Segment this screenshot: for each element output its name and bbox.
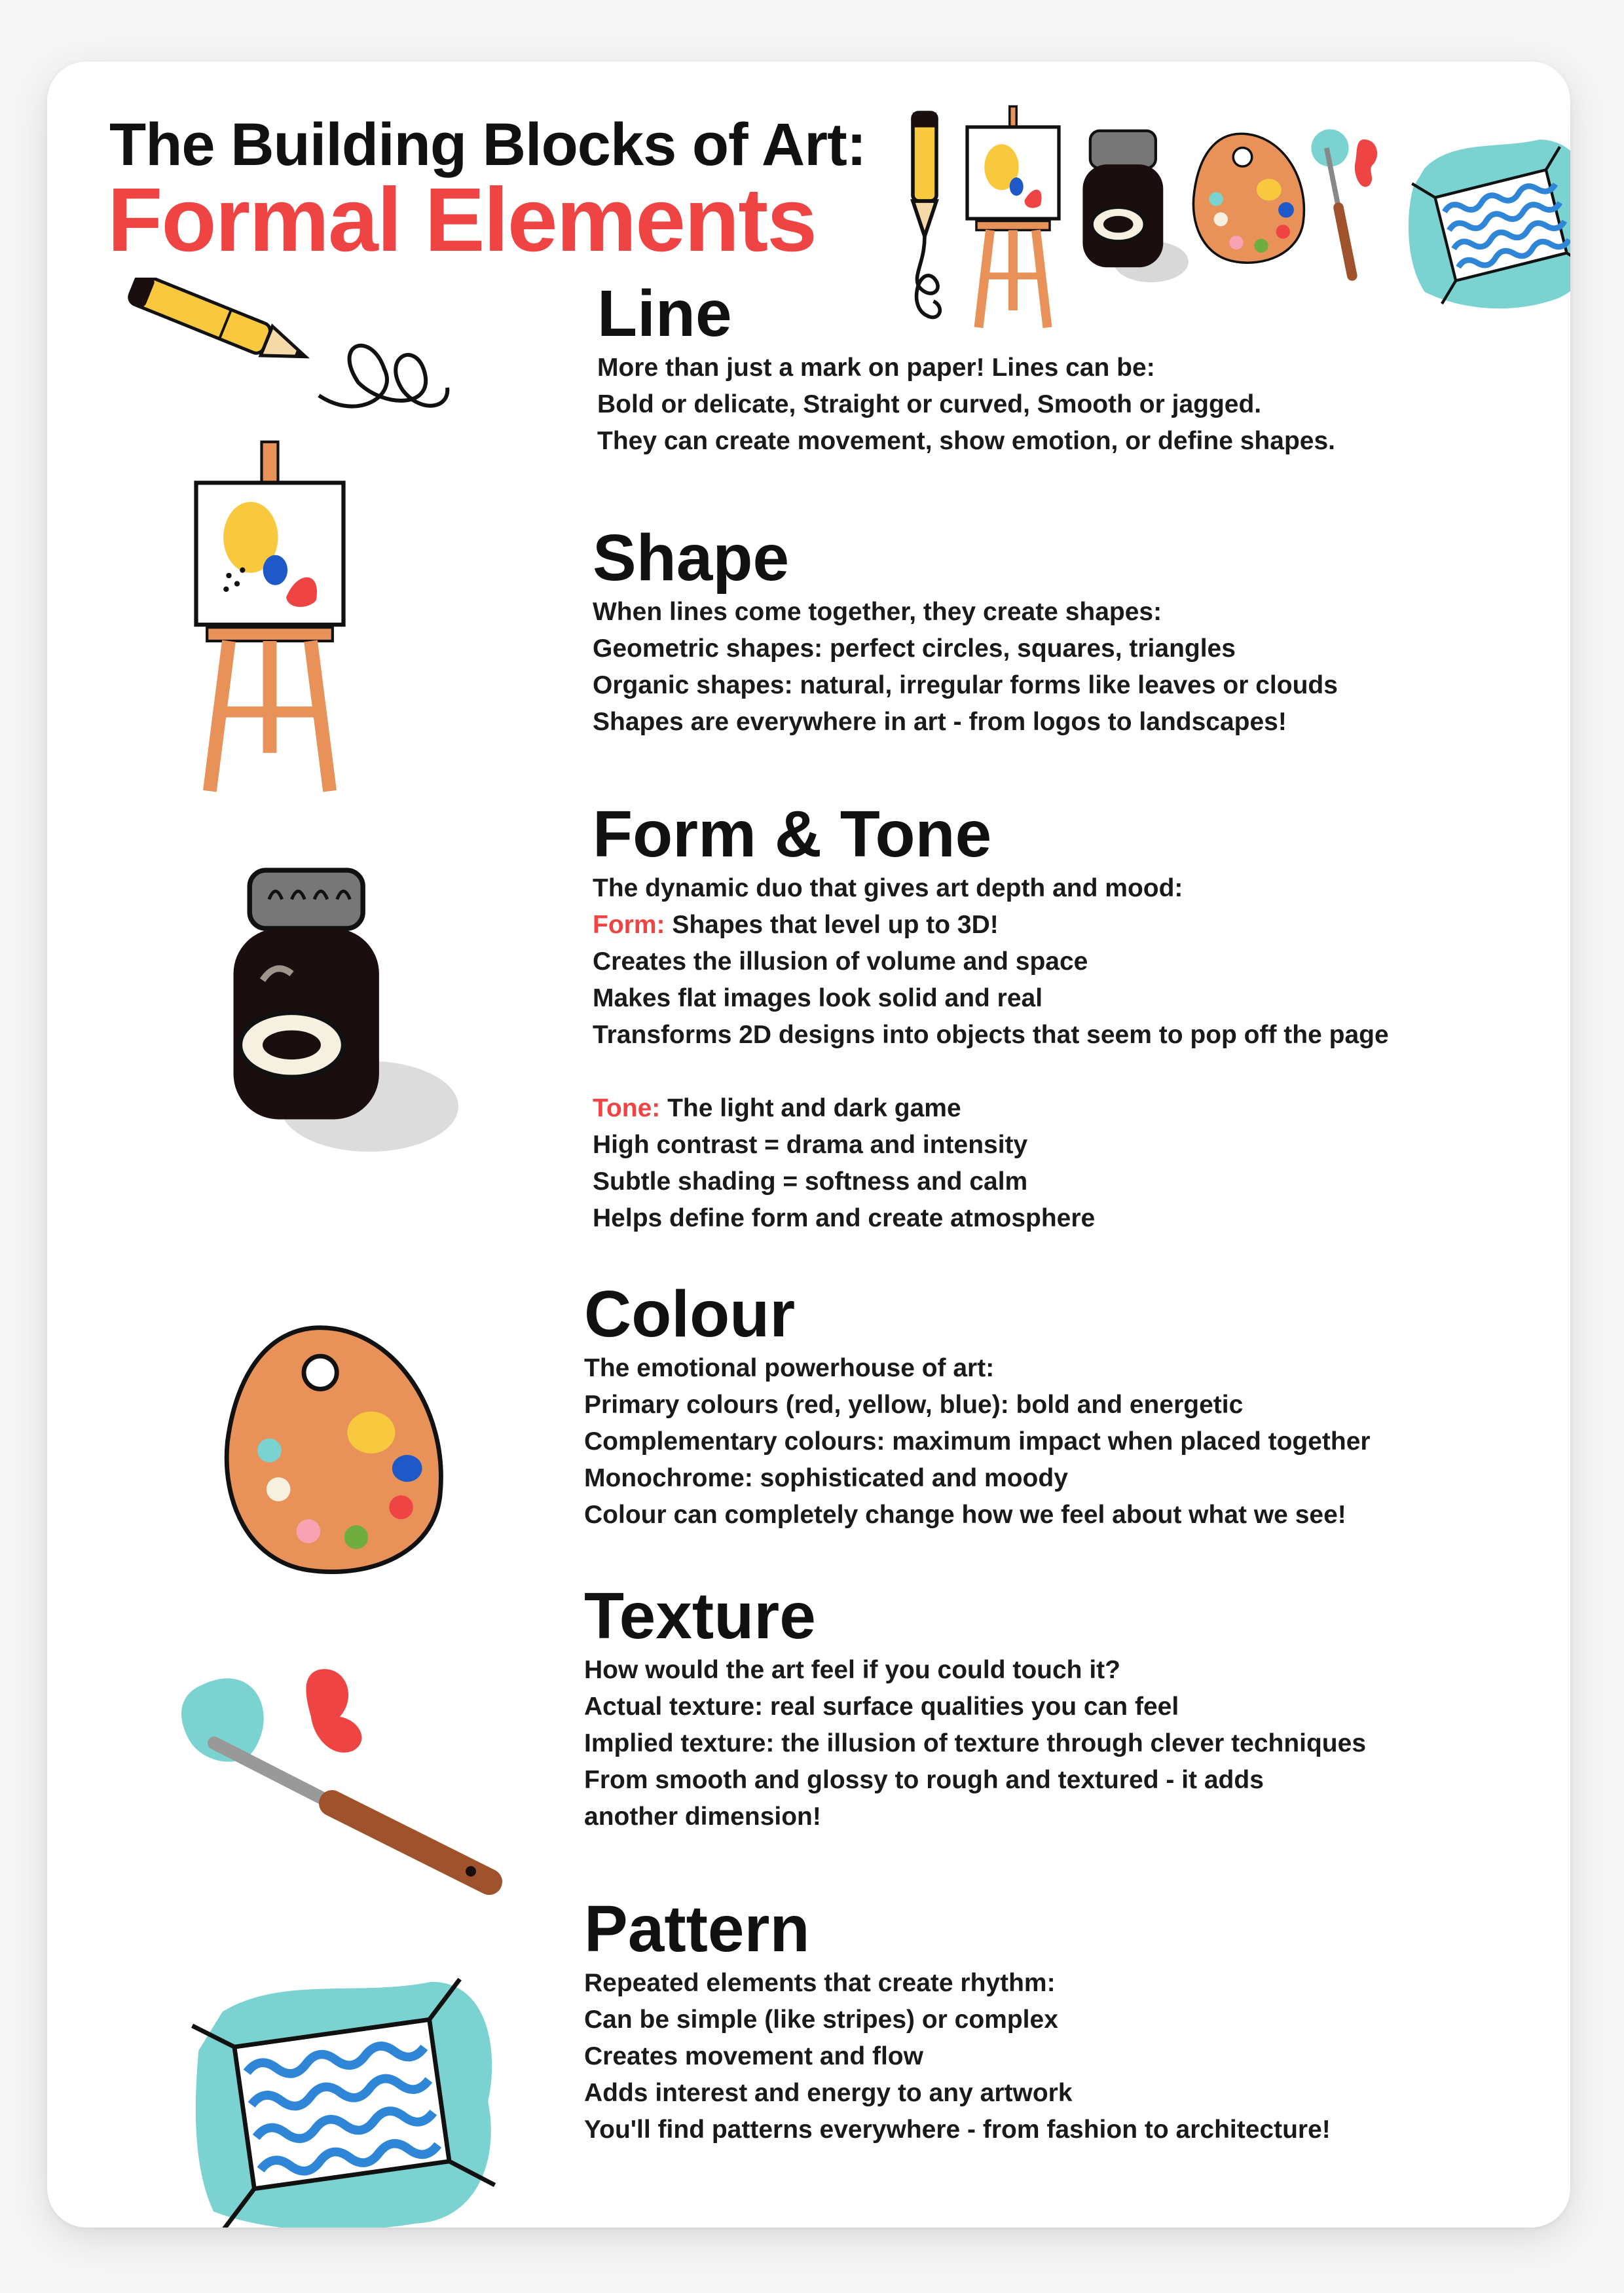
section-text: Implied texture: the illusion of texture through clever techniques <box>584 1729 1367 1757</box>
section-text: How would the art feel if you could touch it? <box>584 1656 1120 1684</box>
pattern-frame-icon <box>1396 127 1570 323</box>
section-text: Organic shapes: natural, irregular forms like leaves or clouds <box>593 671 1338 699</box>
section-text: Monochrome: sophisticated and moody <box>584 1464 1068 1492</box>
section-text: Primary colours (red, yellow, blue): bold and energetic <box>584 1391 1244 1419</box>
section-text: Colour can completely change how we feel about what we see! <box>584 1501 1346 1529</box>
spacer <box>593 1054 1389 1090</box>
section-text: Can be simple (like stripes) or complex <box>584 2006 1058 2034</box>
easel-icon <box>188 438 352 795</box>
section-pattern <box>584 1893 1331 2148</box>
section-title: Line <box>597 277 732 350</box>
palette-knife-icon <box>175 1659 502 1895</box>
section-shape <box>593 522 1338 741</box>
poster-card <box>47 62 1570 2228</box>
tone-line <box>593 1090 1389 1127</box>
form-line <box>593 907 1389 944</box>
section-title: Pattern <box>584 1892 810 1966</box>
section-text: Complementary colours: maximum impact when placed together <box>584 1427 1371 1456</box>
palette-icon <box>1187 124 1311 274</box>
section-text: Creates the illusion of volume and space <box>593 947 1088 976</box>
section-colour <box>584 1278 1371 1533</box>
section-text: More than just a mark on paper! Lines can be: <box>597 354 1155 382</box>
title-line-1: The Building Blocks of Art: <box>109 111 866 178</box>
section-texture <box>584 1580 1366 1835</box>
section-text: High contrast = drama and intensity <box>593 1131 1028 1159</box>
section-text: Actual texture: real surface qualities you can feel <box>584 1693 1179 1721</box>
section-form-tone <box>593 798 1389 1237</box>
form-text: Shapes that level up to 3D! <box>665 911 999 939</box>
section-text: another dimension! <box>584 1803 821 1831</box>
section-text: They can create movement, show emotion, or define shapes. <box>597 427 1335 455</box>
form-label: Form: <box>593 911 665 939</box>
section-text: Creates movement and flow <box>584 2042 923 2070</box>
section-text: Subtle shading = softness and calm <box>593 1167 1028 1196</box>
pencil-icon <box>122 278 542 428</box>
pattern-frame-icon <box>175 1967 509 2228</box>
ink-jar-icon <box>1062 120 1193 291</box>
section-text: Makes flat images look solid and real <box>593 984 1043 1012</box>
section-text: Shapes are everywhere in art - from logos to landscapes! <box>593 708 1287 736</box>
title-line-2: Formal Elements <box>107 170 817 270</box>
section-text: Bold or delicate, Straight or curved, Smooth or jagged. <box>597 390 1262 418</box>
palette-knife-icon <box>1304 114 1390 284</box>
section-text: The dynamic duo that gives art depth and mood: <box>593 874 1183 902</box>
section-text: Helps define form and create atmosphere <box>593 1204 1096 1232</box>
ink-jar-icon <box>208 864 483 1155</box>
section-text: Geometric shapes: perfect circles, squares, triangles <box>593 634 1236 663</box>
section-text: The emotional powerhouse of art: <box>584 1354 995 1382</box>
section-text: Repeated elements that create rhythm: <box>584 1969 1056 1997</box>
section-text: Adds interest and energy to any artwork <box>584 2079 1073 2107</box>
section-text: You'll find patterns everywhere - from fashion to architecture! <box>584 2116 1331 2144</box>
section-title: Texture <box>584 1579 816 1653</box>
palette-icon <box>214 1319 456 1581</box>
tone-label: Tone: <box>593 1094 661 1122</box>
section-text: Transforms 2D designs into objects that seem to pop off the page <box>593 1021 1389 1049</box>
section-text: When lines come together, they create shapes: <box>593 598 1162 626</box>
section-title: Shape <box>593 521 790 595</box>
section-text: From smooth and glossy to rough and textured - it adds <box>584 1766 1264 1794</box>
tone-text: The light and dark game <box>660 1094 961 1122</box>
section-title: Colour <box>584 1277 796 1351</box>
section-title: Form & Tone <box>593 798 992 871</box>
section-line <box>597 278 1335 460</box>
